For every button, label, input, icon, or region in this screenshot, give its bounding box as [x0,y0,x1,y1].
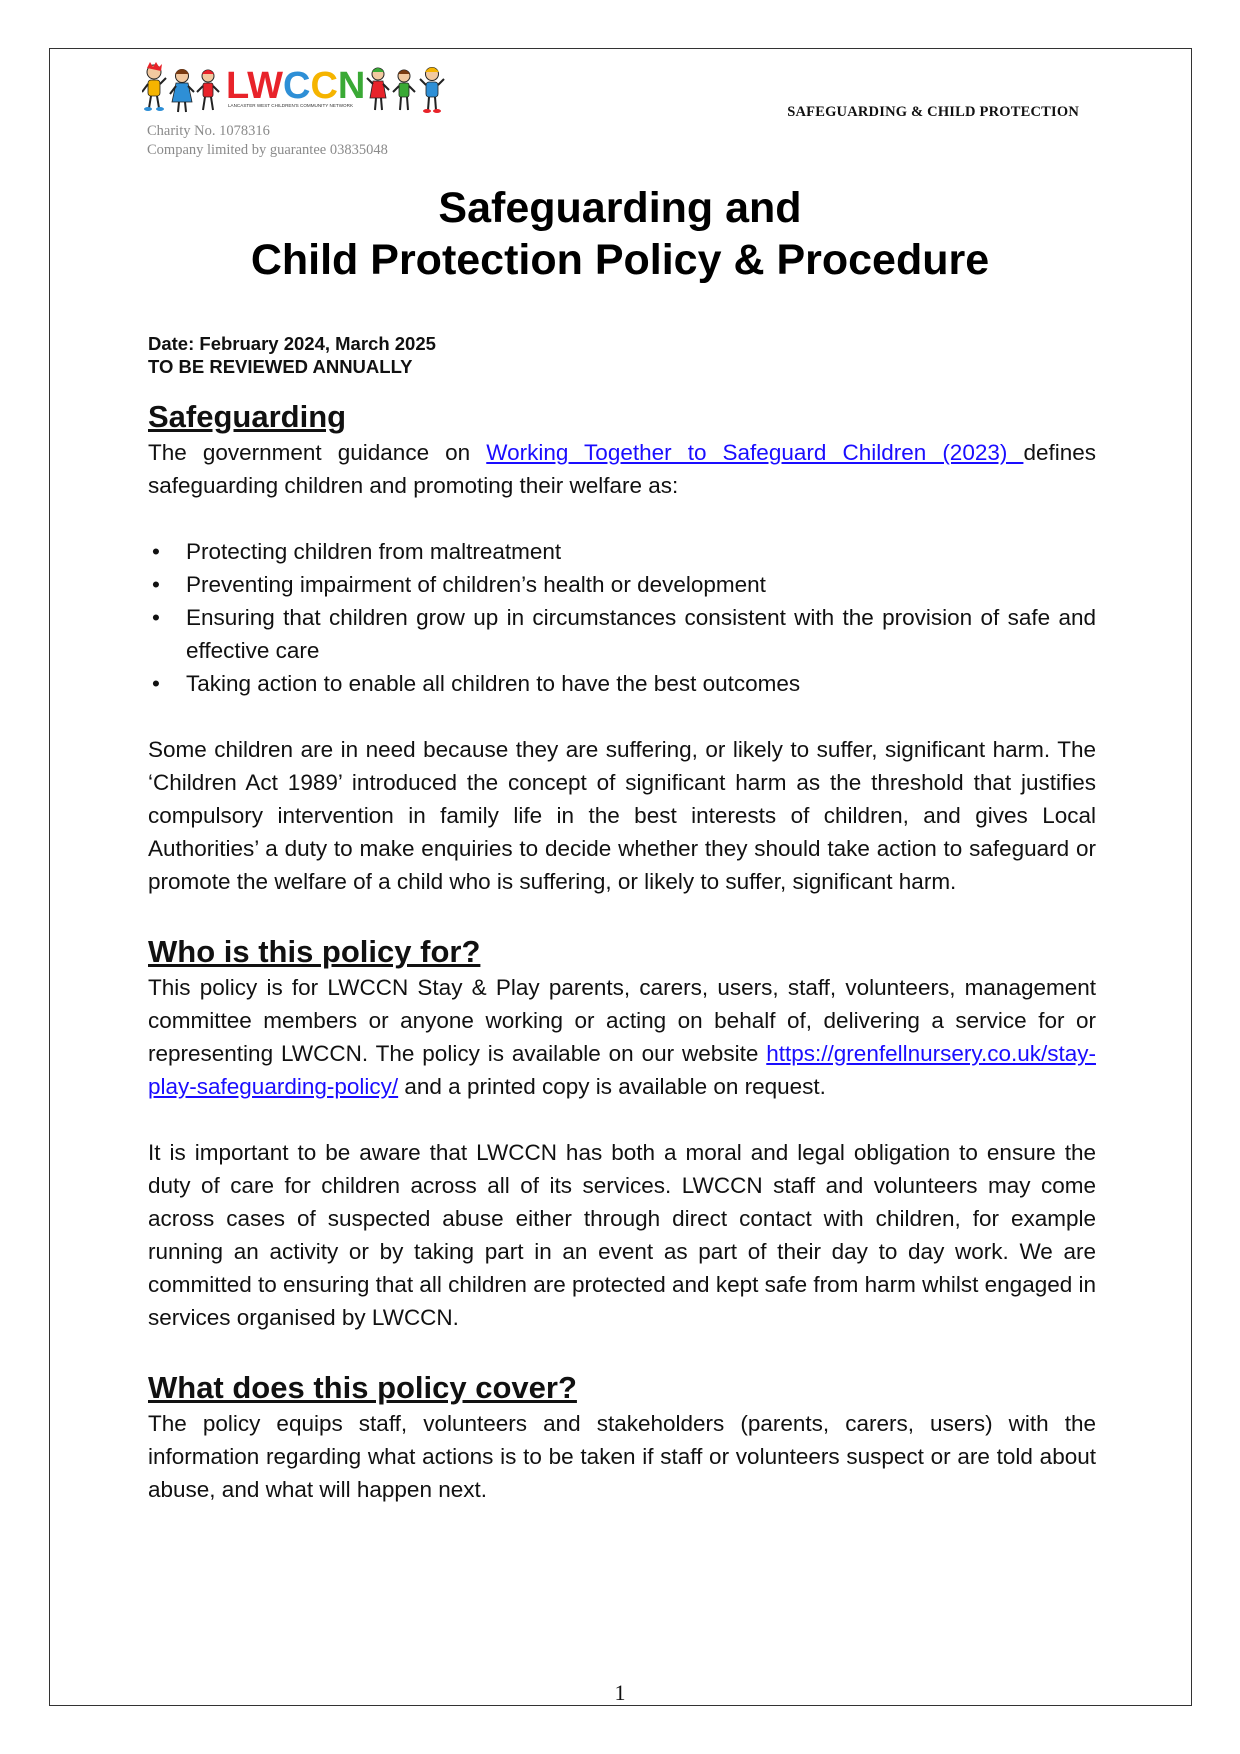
intro-text-continued: defines safeguarding children and promoting their welfare as: [148,440,1096,498]
who-text-continued: and a printed copy is available on request. [398,1074,826,1099]
what-paragraph: The policy equips staff, volunteers and stakeholders (parents, carers, users) with the information regarding what actions is to be taken if staff or volunteers suspect or are told about abuse, and what will happen next. [148,1411,1096,1502]
list-item: • Preventing impairment of children’s health or development [148,568,1096,601]
bullet-icon: • [152,605,160,630]
document-body [148,332,1096,1506]
intro-text: The government guidance on [148,440,487,465]
who-paragraph [148,971,1096,1103]
who-text: This policy is for LWCCN Stay & Play parents, carers, users, staff, volunteers, management committee members or anyone working or acting on behalf of, delivering a service for or representing LWCCN. The policy is available on our website [148,975,1096,1066]
welfare-bullet-list [148,535,1096,700]
bullet-icon: • [152,539,160,564]
svg-text:LANCASTER WEST CHILDREN'S COMM: LANCASTER WEST CHILDREN'S COMMUNITY NETWORK [228,103,354,108]
charity-number: Charity No. 1078316 [147,123,270,139]
bullet-icon: • [152,671,160,696]
working-together-link[interactable]: Working Together to Safeguard Children (2023) [486,440,1024,465]
charity-info [147,122,388,160]
policy-website-link[interactable]: https://grenfellnursery.co.uk/stay-play-safeguarding-policy/ [148,1041,1096,1099]
child-figures-right-icon [367,68,444,114]
bullet-icon: • [152,572,160,597]
title-line-1: Safeguarding and [438,184,802,232]
list-item: • Ensuring that children grow up in circumstances consistent with the provision of safe and effective care [148,601,1096,667]
running-header: SAFEGUARDING & CHILD PROTECTION [787,104,1079,120]
list-item: • Protecting children from maltreatment [148,535,1096,568]
section-heading-what: What does this policy cover? [148,1370,577,1405]
document-title [0,182,1240,286]
child-figures-left-icon [142,62,219,112]
company-number: Company limited by guarantee 03835048 [147,142,388,158]
children-act-paragraph: Some children are in need because they are suffering, or likely to suffer, significant harm. The ‘Children Act 1989’ introduced the concept of significant harm as the threshold that justifies compulsory intervention in family life in the best interests of children, and gives Local Authorities’ a duty to make enquiries to decide whether they should take action to safeguard or promote the welfare of a child who is suffering, or likely to suffer, significant harm. [148,737,1096,894]
section-heading-who: Who is this policy for? [148,934,481,969]
obligation-paragraph: It is important to be aware that LWCCN has both a moral and legal obligation to ensure the duty of care for children across all of its services. LWCCN staff and volunteers may come across cases of suspected abuse either through direct contact with children, for example running an activity or by taking part in an event as part of their day to day work. We are committed to ensuring that all children are protected and kept safe from harm whilst engaged in services organised by LWCCN. [148,1140,1097,1330]
page-number: 1 [614,1680,626,1705]
safeguarding-intro [148,436,1096,502]
document-date: Date: February 2024, March 2025 [148,333,436,354]
lwccn-logo [142,62,462,124]
section-heading-safeguarding: Safeguarding [148,399,347,434]
list-item: • Taking action to enable all children to have the best outcomes [148,667,1096,700]
review-note: TO BE REVIEWED ANNUALLY [148,356,413,377]
title-line-2: Child Protection Policy & Procedure [250,236,990,284]
svg-text:LWCCN: LWCCN [226,65,366,107]
